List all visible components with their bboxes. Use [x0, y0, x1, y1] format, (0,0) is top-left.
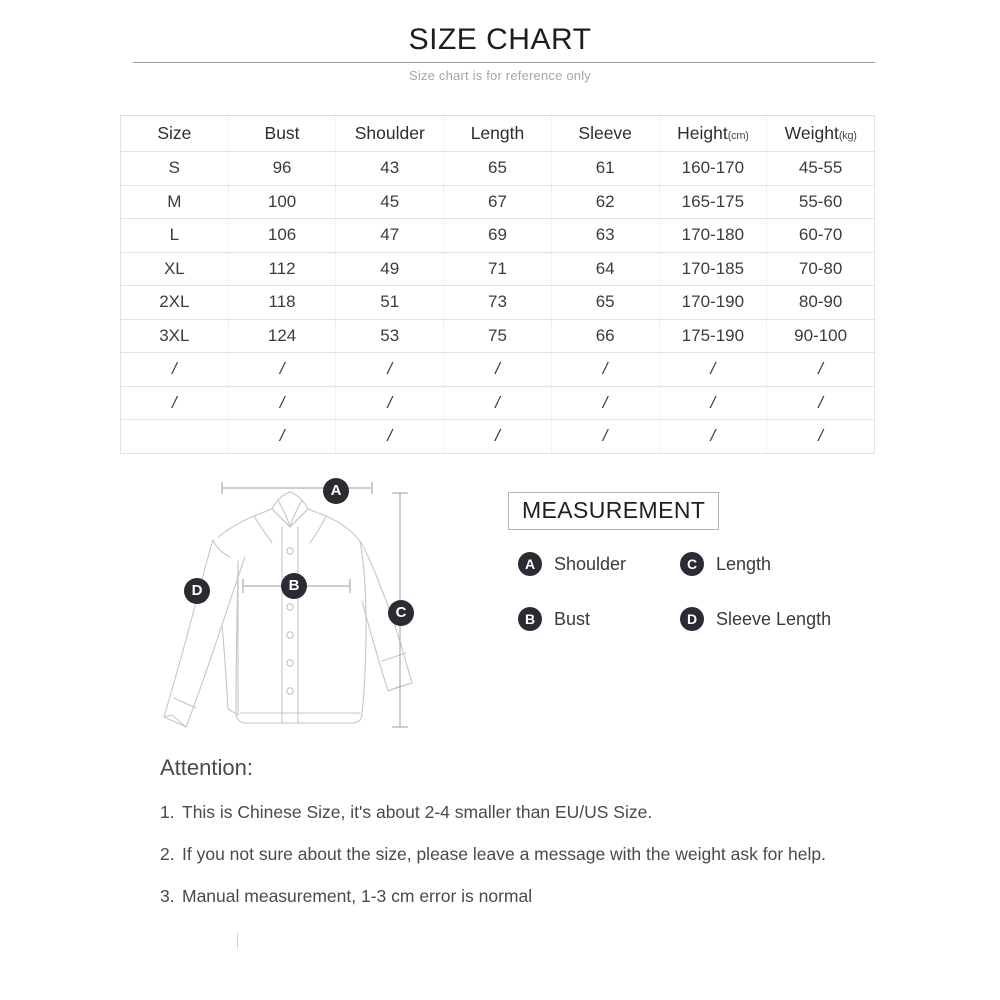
table-row	[121, 152, 875, 186]
table-row	[121, 219, 875, 253]
diagram-marker-a: A	[323, 478, 349, 504]
table-cell: 3XL	[121, 319, 229, 353]
column-header-bust	[228, 116, 336, 152]
table-row	[121, 286, 875, 320]
legend-badge-c: C	[680, 552, 704, 576]
attention-note-number: 2.	[160, 844, 175, 864]
measurement-title-box	[508, 492, 719, 530]
column-header-label: Height	[677, 123, 728, 143]
attention-section	[160, 753, 860, 909]
diagram-marker-c: C	[388, 600, 414, 626]
attention-note	[160, 841, 860, 867]
table-cell: 69	[444, 219, 552, 253]
table-row	[121, 319, 875, 353]
table-cell: 170-190	[659, 286, 767, 320]
table-cell: 112	[228, 252, 336, 286]
diagram-marker-b: B	[281, 573, 307, 599]
table-cell	[121, 420, 229, 454]
measurement-title: MEASUREMENT	[522, 497, 706, 523]
table-cell: /	[444, 386, 552, 420]
attention-note	[160, 883, 860, 909]
table-cell: 49	[336, 252, 444, 286]
legend-item-shoulder	[518, 552, 626, 576]
table-cell: 43	[336, 152, 444, 186]
stray-tick-mark	[237, 933, 238, 949]
table-cell: 47	[336, 219, 444, 253]
table-cell: 160-170	[659, 152, 767, 186]
legend-badge-b: B	[518, 607, 542, 631]
table-cell: 63	[551, 219, 659, 253]
table-cell: 80-90	[767, 286, 875, 320]
header-block	[0, 22, 1000, 58]
column-header-height	[659, 116, 767, 152]
table-cell: 90-100	[767, 319, 875, 353]
table-cell: 124	[228, 319, 336, 353]
table-cell: 75	[444, 319, 552, 353]
legend-item-bust	[518, 607, 590, 631]
table-cell: 62	[551, 185, 659, 219]
table-cell: /	[444, 420, 552, 454]
table-cell: /	[121, 353, 229, 387]
table-cell: 65	[551, 286, 659, 320]
column-header-shoulder	[336, 116, 444, 152]
table-cell: 61	[551, 152, 659, 186]
table-row	[121, 353, 875, 387]
legend-item-length	[680, 552, 771, 576]
legend-item-sleeve-length	[680, 607, 831, 631]
measurement-legend-grid	[508, 552, 878, 648]
table-cell: /	[336, 420, 444, 454]
table-cell: /	[659, 420, 767, 454]
table-cell: XL	[121, 252, 229, 286]
attention-note-number: 1.	[160, 802, 175, 822]
attention-note	[160, 799, 860, 825]
table-cell: 45-55	[767, 152, 875, 186]
table-cell: /	[551, 420, 659, 454]
column-header-label: Size	[157, 123, 192, 143]
table-cell: 70-80	[767, 252, 875, 286]
attention-heading: Attention:	[160, 755, 253, 780]
column-header-weight	[767, 116, 875, 152]
table-cell: 66	[551, 319, 659, 353]
table-cell: /	[659, 386, 767, 420]
table-cell: /	[551, 353, 659, 387]
legend-badge-a: A	[518, 552, 542, 576]
table-cell: /	[767, 386, 875, 420]
table-cell: 100	[228, 185, 336, 219]
table-cell: 170-185	[659, 252, 767, 286]
legend-label-length: Length	[716, 553, 772, 574]
table-cell: 51	[336, 286, 444, 320]
table-cell: /	[228, 386, 336, 420]
attention-note-text: If you not sure about the size, please leave a message with the weight ask for help.	[182, 844, 826, 864]
attention-note-number: 3.	[160, 886, 175, 906]
table-cell: /	[659, 353, 767, 387]
column-header-size	[121, 116, 229, 152]
column-header-label: Shoulder	[354, 123, 425, 143]
table-row	[121, 420, 875, 454]
table-cell: 55-60	[767, 185, 875, 219]
table-cell: 45	[336, 185, 444, 219]
title-divider	[133, 62, 875, 63]
table-cell: /	[767, 420, 875, 454]
column-header-unit: (kg)	[838, 130, 857, 142]
table-cell: /	[228, 353, 336, 387]
table-body	[121, 152, 875, 454]
table-cell: /	[551, 386, 659, 420]
column-header-label: Bust	[264, 123, 300, 143]
dimension-line-shoulder	[222, 482, 372, 494]
table-cell: /	[336, 353, 444, 387]
table-cell: /	[336, 386, 444, 420]
legend-label-shoulder: Shoulder	[554, 553, 627, 574]
table-cell: L	[121, 219, 229, 253]
table-row	[121, 252, 875, 286]
column-header-sleeve	[551, 116, 659, 152]
column-header-label: Length	[470, 123, 525, 143]
column-header-unit: (cm)	[727, 130, 749, 142]
measurement-legend	[508, 492, 878, 648]
table-cell: 2XL	[121, 286, 229, 320]
column-header-label: Sleeve	[578, 123, 632, 143]
table-cell: /	[444, 353, 552, 387]
table-cell: 71	[444, 252, 552, 286]
legend-label-sleeve-length: Sleeve Length	[716, 608, 832, 629]
attention-note-list	[160, 799, 860, 909]
table-header	[121, 116, 875, 152]
column-header-label: Weight	[784, 123, 839, 143]
diagram-marker-d: D	[184, 578, 210, 604]
table-cell: M	[121, 185, 229, 219]
table-row	[121, 185, 875, 219]
table-cell: /	[228, 420, 336, 454]
table-cell: 96	[228, 152, 336, 186]
attention-note-text: This is Chinese Size, it's about 2-4 smaller than EU/US Size.	[182, 802, 653, 822]
table-cell: 118	[228, 286, 336, 320]
table-cell: 73	[444, 286, 552, 320]
table-row	[121, 386, 875, 420]
table-cell: /	[767, 353, 875, 387]
table-cell: S	[121, 152, 229, 186]
table-cell: 175-190	[659, 319, 767, 353]
size-chart-table	[120, 115, 875, 454]
subtitle: Size chart is for reference only	[409, 68, 591, 83]
table-cell: 53	[336, 319, 444, 353]
legend-badge-d: D	[680, 607, 704, 631]
table-header-row	[121, 116, 875, 152]
table-cell: 64	[551, 252, 659, 286]
attention-note-text: Manual measurement, 1-3 cm error is normal	[182, 886, 533, 906]
column-header-length	[444, 116, 552, 152]
table-cell: /	[121, 386, 229, 420]
table-cell: 65	[444, 152, 552, 186]
table-cell: 106	[228, 219, 336, 253]
table-cell: 60-70	[767, 219, 875, 253]
page-title: SIZE CHART	[408, 23, 592, 56]
table-cell: 170-180	[659, 219, 767, 253]
table-cell: 165-175	[659, 185, 767, 219]
legend-label-bust: Bust	[554, 608, 591, 629]
table-cell: 67	[444, 185, 552, 219]
